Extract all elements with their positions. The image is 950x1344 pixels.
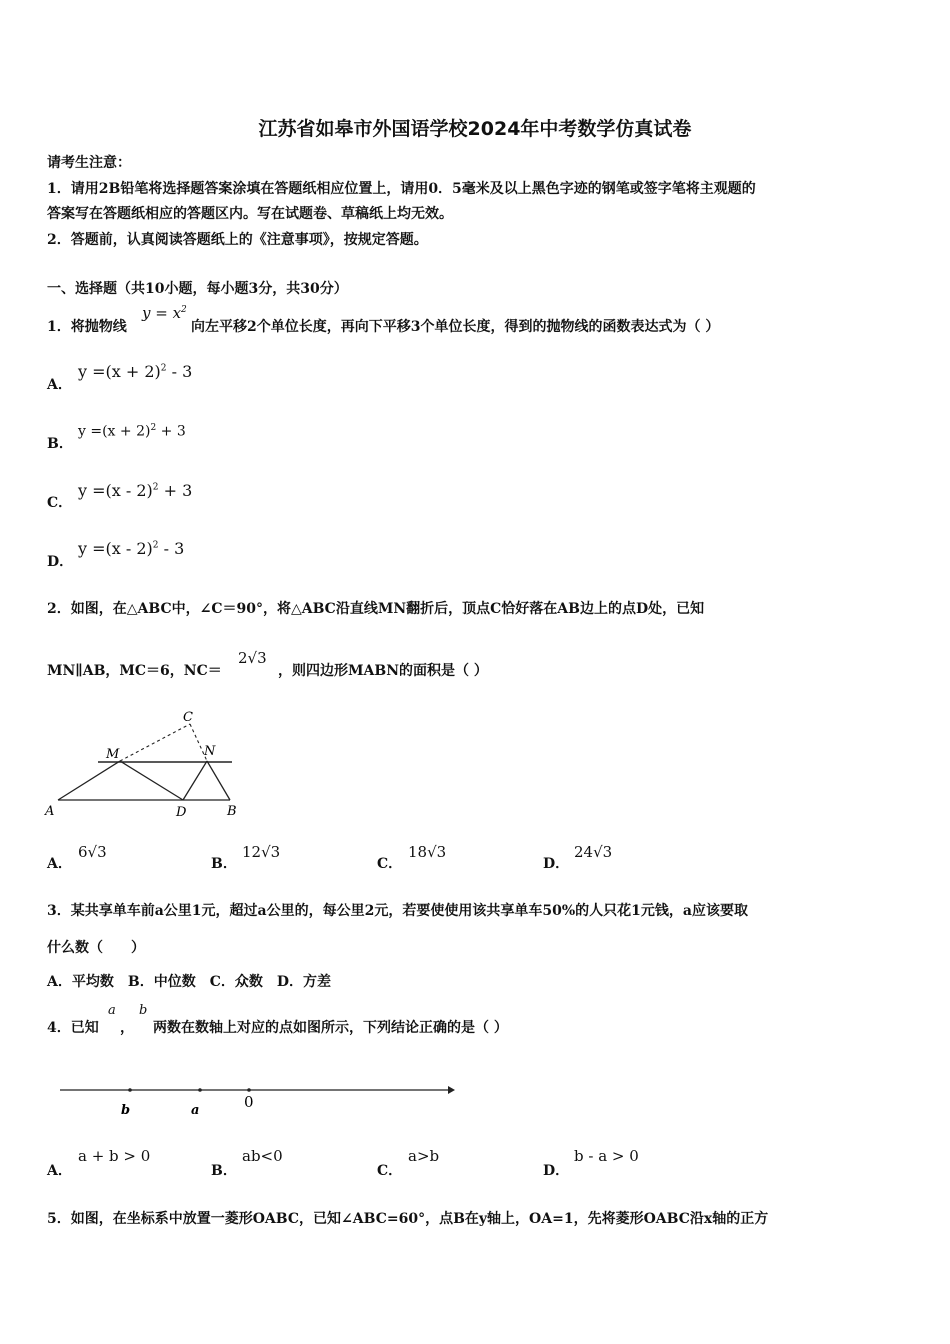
q1-suffix: 向左平移2个单位长度，再向下平移3个单位长度，得到的抛物线的函数表达式为（ ）	[191, 319, 720, 335]
q4-option-d-label: D．	[543, 1163, 570, 1179]
axis-label-b: b	[121, 1103, 131, 1118]
q1-option-a-label: A．	[47, 377, 72, 393]
point-label-c: C	[183, 710, 193, 725]
q2-line-2b: ，则四边形MABN的面积是（ ）	[278, 663, 488, 679]
q4-var-a: a	[108, 1003, 116, 1018]
q1-prefix: 1．将抛物线	[47, 319, 127, 335]
q4-suffix: 两数在数轴上对应的点如图所示，下列结论正确的是（ ）	[153, 1020, 508, 1036]
q2-option-c-label: C．	[377, 856, 403, 872]
q2-option-b-label: B．	[211, 856, 237, 872]
section-heading: 一、选择题（共10小题，每小题3分，共30分）	[47, 281, 348, 297]
q3-line-1: 3．某共享单车前a公里1元，超过a公里的，每公里2元，若要使使用该共享单车50%的人只花1元钱，a应该要取	[47, 903, 748, 919]
q1-option-d-label: D．	[47, 554, 74, 570]
point-label-n: N	[204, 744, 216, 759]
q3-options: A．平均数 B．中位数 C．众数 D．方差	[47, 974, 331, 990]
q1-option-b: $y =(x + 2)^2 + 3$	[78, 423, 186, 440]
q1-option-d: y =(x - 2)$^2$ - 3	[78, 539, 185, 558]
q2-option-a: 6√3	[78, 843, 107, 861]
point-label-m: M	[106, 747, 120, 762]
q4-prefix: 4．已知	[47, 1020, 99, 1036]
q4-comma: ，	[120, 1020, 134, 1036]
q2-nc-value: 2√3	[238, 649, 267, 667]
point-label-d: D	[176, 805, 187, 820]
q4-option-b: ab<0	[242, 1147, 283, 1165]
q4-option-c: a>b	[408, 1147, 440, 1165]
q1-expression: $y = x^2$	[142, 304, 187, 322]
q2-option-d-label: D．	[543, 856, 570, 872]
q2-triangle-figure	[40, 705, 250, 825]
q4-option-a-label: A．	[47, 1163, 72, 1179]
notice-line-1b: 答案写在答题纸相应的答题区内。写在试题卷、草稿纸上均无效。	[47, 206, 453, 222]
notice-line-1: 1．请用2B铅笔将选择题答案涂填在答题纸相应位置上，请用0．5毫米及以上黑色字迹的钢笔或签字笔将主观题的	[47, 181, 756, 197]
page-title: 江苏省如皋市外国语学校2024年中考数学仿真试卷	[258, 118, 692, 140]
axis-label-zero: 0	[244, 1093, 254, 1111]
q2-option-a-label: A．	[47, 856, 72, 872]
q2-option-d: 24√3	[574, 843, 613, 861]
q2-line-1: 2．如图，在△ABC中，∠C＝90°，将△ABC沿直线MN翻折后，顶点C恰好落在AB边上的点D处，已知	[47, 601, 705, 617]
arrow-icon	[448, 1086, 455, 1094]
q1-option-c-label: C．	[47, 495, 73, 511]
point-label-a: A	[45, 804, 55, 819]
q4-option-c-label: C．	[377, 1163, 403, 1179]
notice-line-2: 2．答题前，认真阅读答题纸上的《注意事项》，按规定答题。	[47, 232, 428, 248]
q2-option-b: 12√3	[242, 843, 281, 861]
q1-option-a: $y =(x + 2)^2 - 3$	[78, 362, 193, 381]
q1-option-b-label: B．	[47, 436, 73, 452]
notice-heading: 请考生注意：	[47, 155, 131, 171]
q4-option-a: a + b > 0	[78, 1147, 151, 1165]
q5-line-1: 5．如图，在坐标系中放置一菱形OABC，已知∠ABC=60°，点B在y轴上，OA=1，先将菱形OABC沿x轴的正方	[47, 1211, 769, 1227]
q1-option-c: y =(x - 2)$^2$ + 3	[78, 481, 193, 500]
q4-option-b-label: B．	[211, 1163, 237, 1179]
q4-var-b: b	[139, 1003, 148, 1018]
q3-line-2: 什么数（ ）	[47, 940, 145, 956]
q2-option-c: 18√3	[408, 843, 447, 861]
q4-number-line	[50, 1078, 460, 1123]
axis-label-a: a	[191, 1103, 200, 1118]
point-label-b: B	[227, 804, 237, 819]
q2-line-2a: MN∥AB，MC＝6，NC＝	[47, 663, 222, 679]
q4-option-d: b - a > 0	[574, 1147, 639, 1165]
